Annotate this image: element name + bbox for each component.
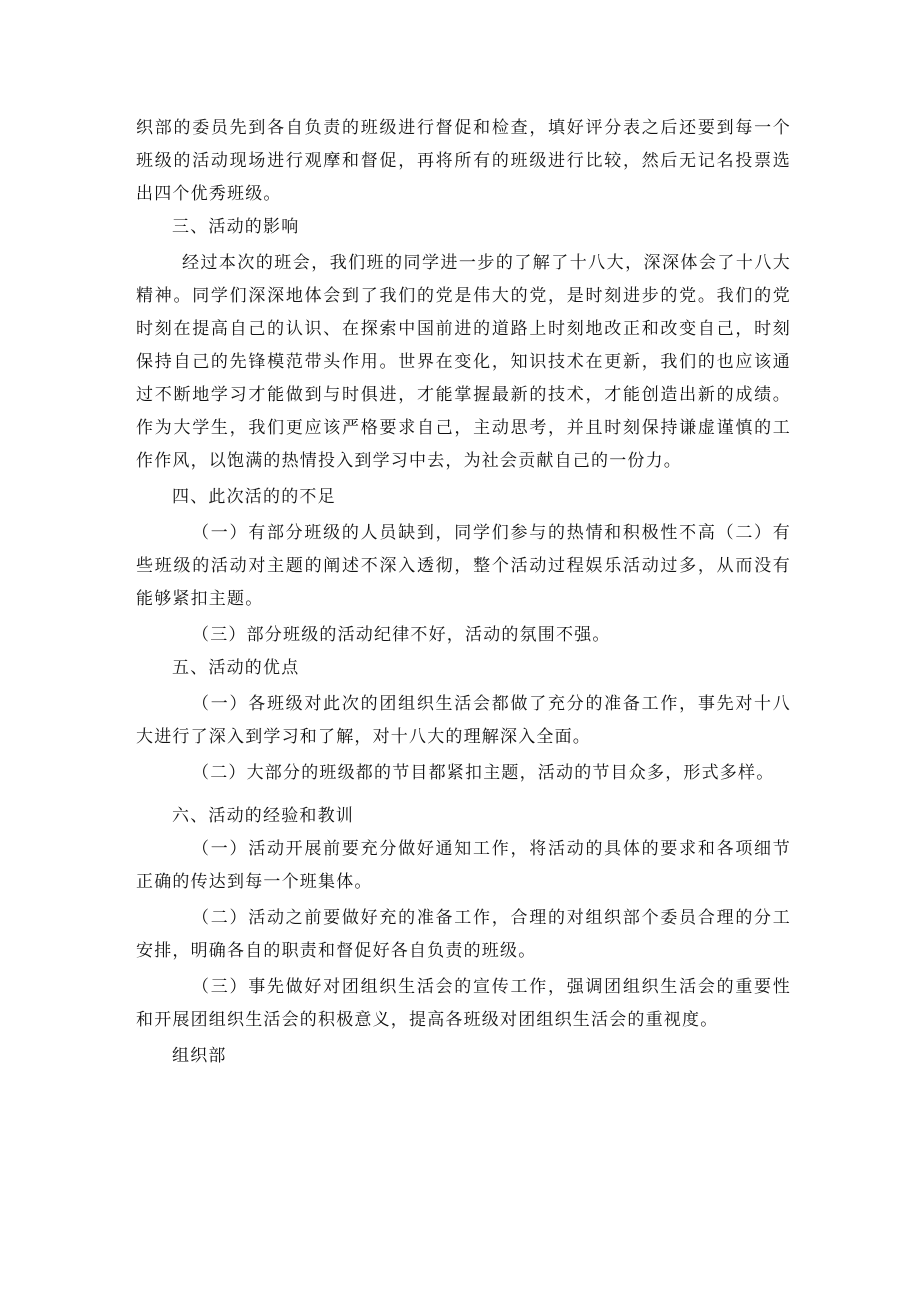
document-body (136, 112, 791, 1073)
paragraph-strength-1: （一）各班级对此次的团组织生活会都做了充分的准备工作，事先对十八大进行了深入到学习和了解，对十八大的理解深入全面。 (136, 694, 791, 747)
paragraph-lesson-2: （二）活动之前要做好充的准备工作，合理的对组织部个委员合理的分工安排，明确各自的职责和督促好各自负责的班级。 (136, 908, 791, 961)
section-heading-strengths: 五、活动的优点 (172, 658, 300, 678)
paragraph-lesson-1: （一）活动开展前要充分做好通知工作，将活动的具体的要求和各项细节正确的传达到每一个班集体。 (136, 839, 791, 892)
paragraph-shortcoming-1-2: （一）有部分班级的人员缺到，同学们参与的热情和积极性不高（二）有些班级的活动对主题的阐述不深入透彻，整个活动过程娱乐活动过多，从而没有能够紧扣主题。 (136, 523, 791, 609)
paragraph-continuation: 织部的委员先到各自负责的班级进行督促和检查，填好评分表之后还要到每一个班级的活动现场进行观摩和督促，再将所有的班级进行比较，然后无记名投票选出四个优秀班级。 (136, 118, 791, 204)
paragraph-strength-2: （二）大部分的班级都的节目都紧扣主题，活动的节目众多，形式多样。 (192, 763, 775, 783)
paragraph-impact: 经过本次的班会，我们班的同学进一步的了解了十八大，深深体会了十八大精神。同学们深深地体会到了我们的党是伟大的党，是时刻进步的党。我们的党时刻在提高自己的认识、在探索中国前进的道路上时刻地改正和改变自己，时刻保持自己的先锋模范带头作用。世界在变化，知识技术在更新，我们的也应该通过不断地学习才能做到与时俱进，才能掌握最新的技术，才能创造出新的成绩。作为大学生，我们更应该严格要求自己，主动思考，并且时刻保持谦虚谨慎的工作作风，以饱满的热情投入到学习中去，为社会贡献自己的一份力。 (136, 253, 791, 471)
section-heading-impact: 三、活动的影响 (172, 217, 300, 237)
signature-department: 组织部 (172, 1046, 227, 1066)
section-heading-shortcomings: 四、此次活的的不足 (172, 487, 336, 507)
paragraph-shortcoming-3: （三）部分班级的活动纪律不好，活动的氛围不强。 (192, 625, 611, 645)
paragraph-lesson-3: （三）事先做好对团组织生活会的宣传工作，强调团组织生活会的重要性和开展团组织生活会的积极意义，提高各班级对团组织生活会的重视度。 (136, 977, 791, 1030)
section-heading-lessons: 六、活动的经验和教训 (172, 806, 354, 826)
